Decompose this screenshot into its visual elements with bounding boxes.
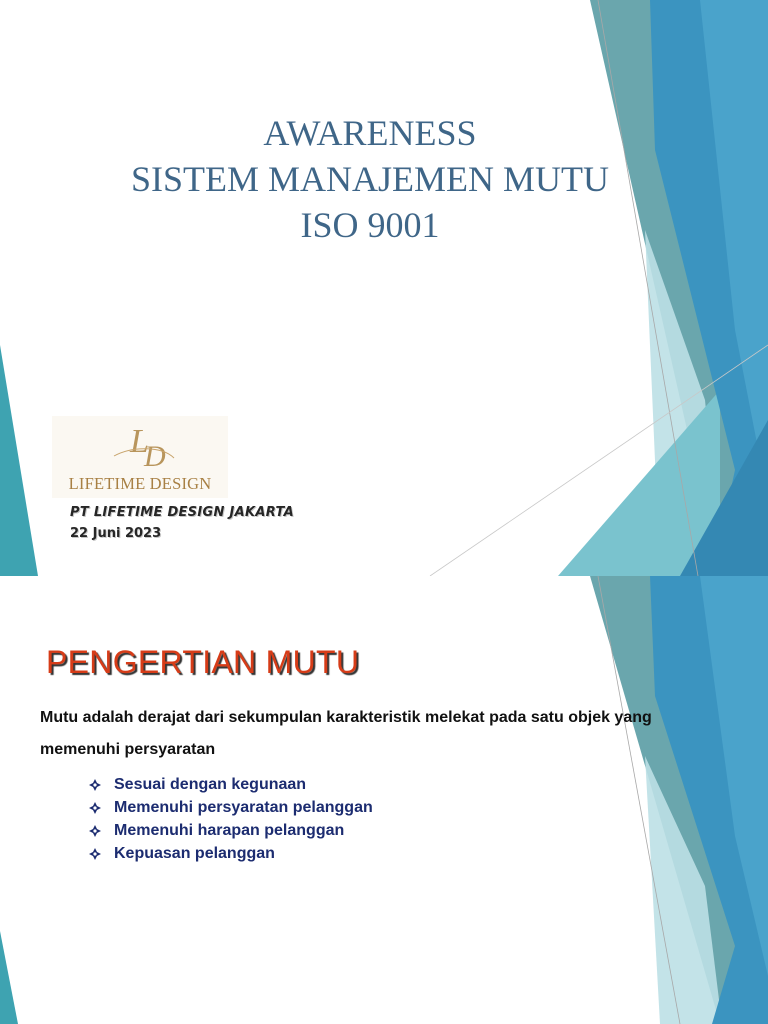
title-line: ISO 9001: [300, 205, 440, 245]
definition-text: Mutu adalah derajat dari sekumpulan karakteristik melekat pada satu objek yang memenuhi persyaratan: [40, 709, 652, 758]
slide-title: [60, 110, 680, 248]
title-line: SISTEM MANAJEMEN MUTU: [130, 159, 610, 199]
diamond-bullet-icon: [88, 847, 102, 861]
left-triangle-shape: [0, 345, 38, 576]
bullet-text: Memenuhi persyaratan pelanggan: [114, 799, 373, 816]
ld-monogram-icon: [52, 416, 228, 476]
company-name: PT LIFETIME DESIGN JAKARTA: [70, 505, 294, 520]
svg-text:D: D: [144, 440, 166, 473]
logo-name: LIFETIME DESIGN: [68, 474, 212, 493]
company-logo: [52, 416, 228, 498]
teal-triangle-shape: [558, 390, 720, 576]
bullet-text: Sesuai dengan kegunaan: [114, 776, 307, 793]
bullet-text: Memenuhi harapan pelanggan: [114, 822, 345, 839]
left-triangle-shape: [0, 931, 18, 1024]
content-slide: [0, 576, 768, 1024]
diamond-bullet-icon: [88, 778, 102, 792]
diamond-bullet-icon: [88, 801, 102, 815]
bullet-text: Kepuasan pelanggan: [114, 845, 275, 862]
diamond-bullet-icon: [88, 824, 102, 838]
title-line: AWARENESS: [263, 113, 477, 153]
svg-text:L: L: [130, 423, 149, 460]
slide-heading: PENGERTIAN MUTU: [46, 644, 360, 680]
presentation-date: 22 Juni 2023: [70, 526, 162, 541]
